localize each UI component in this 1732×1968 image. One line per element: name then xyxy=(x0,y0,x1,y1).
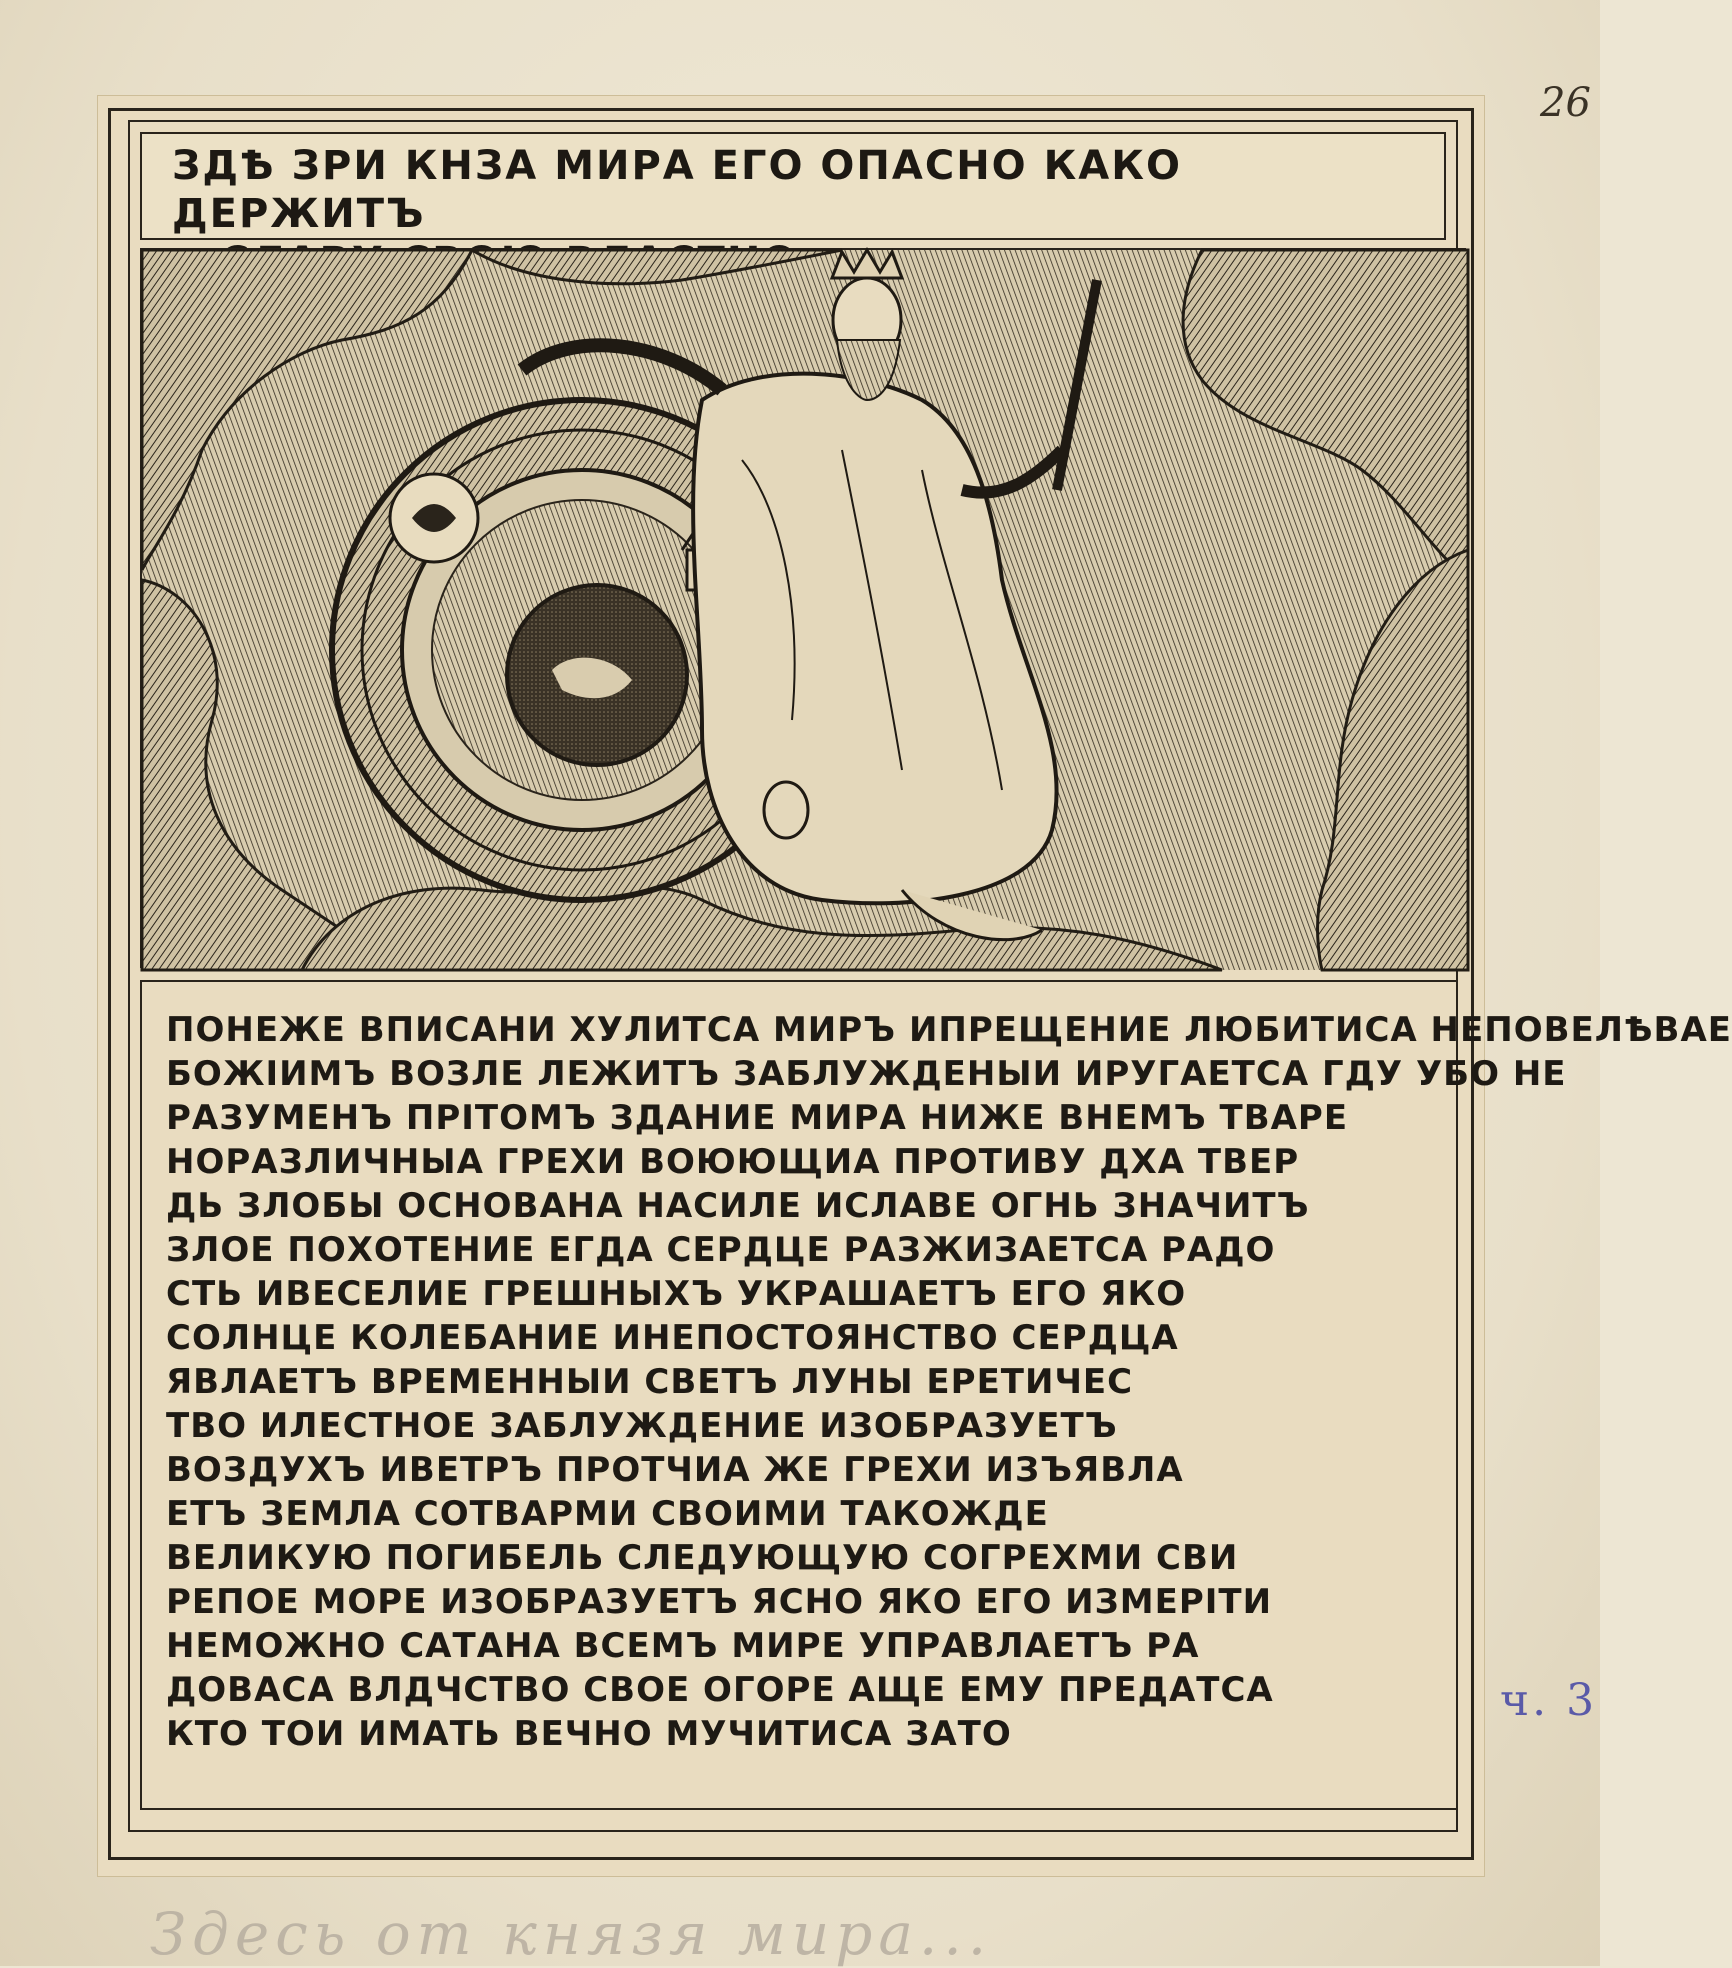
page-number: 26 xyxy=(1540,80,1591,126)
body-line-14: РЕПОЕ МОРЕ ИЗОБРАЗУЕТЪ ЯСНО ЯКО ЕГО ИЗМЕРІТИ xyxy=(166,1582,1273,1622)
body-line-8: СОЛНЦЕ КОЛЕБАНИЕ ИНЕПОСТОЯНСТВО СЕРДЦА xyxy=(166,1318,1179,1358)
body-line-2: БОЖІИМЪ ВОЗЛЕ ЛЕЖИТЪ ЗАБЛУЖДЕНЫИ ИРУГАЕТСА ГДУ УБО НЕ xyxy=(166,1054,1567,1094)
body-line-6: ЗЛОЕ ПОХОТЕНИЕ ЕГДА СЕРДЦЕ РАЗЖИЗАЕТСА РАДО xyxy=(166,1230,1276,1270)
earth-globe-icon xyxy=(507,585,687,765)
engraving-svg xyxy=(142,250,1468,970)
face-icon xyxy=(764,782,808,838)
body-line-3: РАЗУМЕНЪ ПРІТОМЪ ЗДАНИЕ МИРА НИЖЕ ВНЕМЪ ТВАРЕ xyxy=(166,1098,1349,1138)
sun-icon xyxy=(390,474,478,562)
engraving-illustration xyxy=(140,248,1466,968)
handwritten-caption: Здесь от князя мира... xyxy=(150,1900,993,1968)
body-line-17: КТО ТОИ ИМАТЬ ВЕЧНО МУЧИТИСА ЗАТО xyxy=(166,1714,1012,1754)
body-line-1: ПОНЕЖЕ ВПИСАНИ ХУЛИТСА МИРЪ ИПРЕЩЕНИЕ ЛЮБИТИСА НЕПОВЕЛѢВАЕ xyxy=(166,1010,1732,1050)
body-line-5: ДЬ ЗЛОБЫ ОСНОВАНА НАСИЛЕ ИСЛАВЕ ОГНЬ ЗНАЧИТЪ xyxy=(166,1186,1310,1226)
crown-icon xyxy=(832,250,902,278)
body-line-4: НОРАЗЛИЧНЫА ГРЕХИ ВОЮЮЩИА ПРОТИВУ ДХА ТВЕР xyxy=(166,1142,1300,1182)
margin-note: ч. 3 xyxy=(1500,1675,1598,1726)
body-line-12: ЕТЪ ЗЕМЛА СОТВАРМИ СВОИМИ ТАКОЖДЕ xyxy=(166,1494,1049,1534)
body-line-7: СТЬ ИВЕСЕЛИЕ ГРЕШНЫХЪ УКРАШАЕТЪ ЕГО ЯКО xyxy=(166,1274,1187,1314)
body-line-9: ЯВЛАЕТЪ ВРЕМЕННЫИ СВЕТЪ ЛУНЫ ЕРЕТИЧЕС xyxy=(166,1362,1134,1402)
body-line-16: ДОВАСА ВЛДЧСТВО СВОЕ ОГОРЕ АЩЕ ЕМУ ПРЕДАТСА xyxy=(166,1670,1274,1710)
body-line-15: НЕМОЖНО САТАНА ВСЕМЪ МИРЕ УПРАВЛАЕТЪ РА xyxy=(166,1626,1200,1666)
body-line-11: ВОЗДУХЪ ИВЕТРЪ ПРОТЧИА ЖЕ ГРЕХИ ИЗЪЯВЛА xyxy=(166,1450,1184,1490)
body-line-10: ТВО ИЛЕСТНОЕ ЗАБЛУЖДЕНИЕ ИЗОБРАЗУЕТЪ xyxy=(166,1406,1118,1446)
body-line-13: ВЕЛИКУЮ ПОГИБЕЛЬ СЛЕДУЮЩУЮ СОГРЕХМИ СВИ xyxy=(166,1538,1239,1578)
title-line-1: ЗДѢ ЗРИ КНЗА МИРА ЕГО ОПАСНО КАКО ДЕРЖИТЪ xyxy=(172,143,1182,237)
title-panel xyxy=(140,132,1446,240)
